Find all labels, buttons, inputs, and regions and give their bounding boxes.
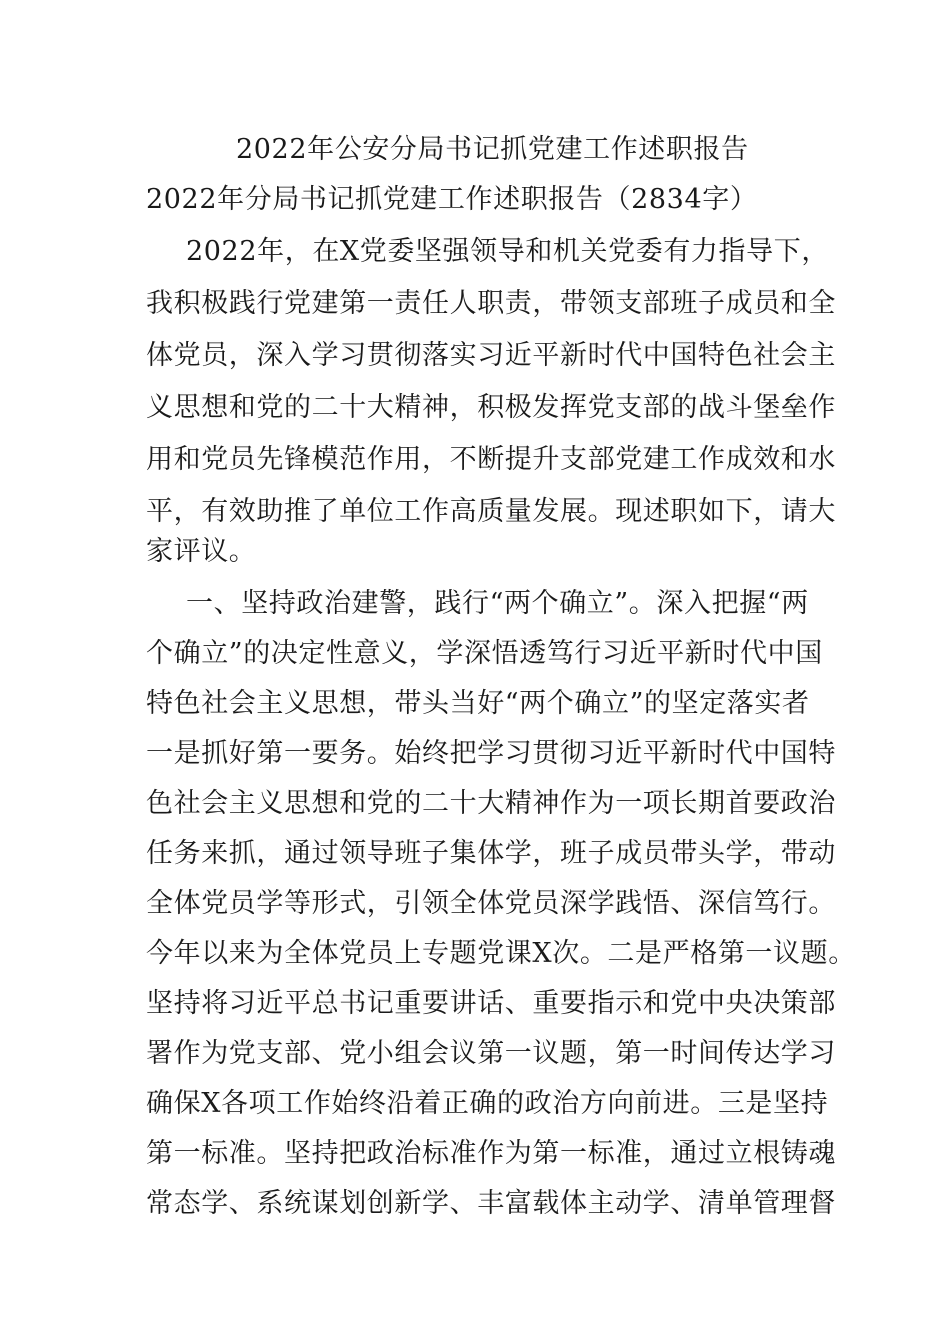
paragraph-line: 2022年，在X党委坚强领导和机关党委有力指导下， xyxy=(186,236,829,267)
paragraph-line: 平，有效助推了单位工作高质量发展。现述职如下，请大 xyxy=(146,496,836,527)
paragraph-line: 体党员，深入学习贯彻落实习近平新时代中国特色社会主 xyxy=(146,340,836,371)
paragraph-line: 第一标准。坚持把政治标准作为第一标准，通过立根铸魂 xyxy=(146,1138,836,1169)
paragraph-line: 今年以来为全体党员上专题党课X次。二是严格第一议题。 xyxy=(146,938,856,969)
paragraph-line: 特色社会主义思想，带头当好“两个确立”的坚定落实者 xyxy=(146,688,810,719)
paragraph-line: 全体党员学等形式，引领全体党员深学践悟、深信笃行。 xyxy=(146,888,836,919)
paragraph-line: 一是抓好第一要务。始终把学习贯彻习近平新时代中国特 xyxy=(146,738,836,769)
paragraph-line: 我积极践行党建第一责任人职责，带领支部班子成员和全 xyxy=(146,288,836,319)
paragraph-line: 用和党员先锋模范作用，不断提升支部党建工作成效和水 xyxy=(146,444,836,475)
paragraph-line: 一、坚持政治建警，践行“两个确立”。深入把握“两 xyxy=(186,588,809,619)
paragraph-line: 坚持将习近平总书记重要讲话、重要指示和党中央决策部 xyxy=(146,988,836,1019)
paragraph-line: 家评议。 xyxy=(146,536,257,567)
paragraph-line: 确保X各项工作始终沿着正确的政治方向前进。三是坚持 xyxy=(146,1088,829,1119)
paragraph-line: 色社会主义思想和党的二十大精神作为一项长期首要政治 xyxy=(146,788,836,819)
paragraph-line: 义思想和党的二十大精神，积极发挥党支部的战斗堡垒作 xyxy=(146,392,836,423)
paragraph-line: 常态学、系统谋划创新学、丰富载体主动学、清单管理督 xyxy=(146,1188,836,1219)
document-title: 2022年公安分局书记抓党建工作述职报告 xyxy=(236,134,749,165)
paragraph-line: 任务来抓，通过领导班子集体学，班子成员带头学，带动 xyxy=(146,838,836,869)
document-subtitle: 2022年分局书记抓党建工作述职报告（2834字） xyxy=(146,184,758,215)
paragraph-line: 署作为党支部、党小组会议第一议题，第一时间传达学习 xyxy=(146,1038,836,1069)
paragraph-line: 个确立”的决定性意义，学深悟透笃行习近平新时代中国 xyxy=(146,638,823,669)
